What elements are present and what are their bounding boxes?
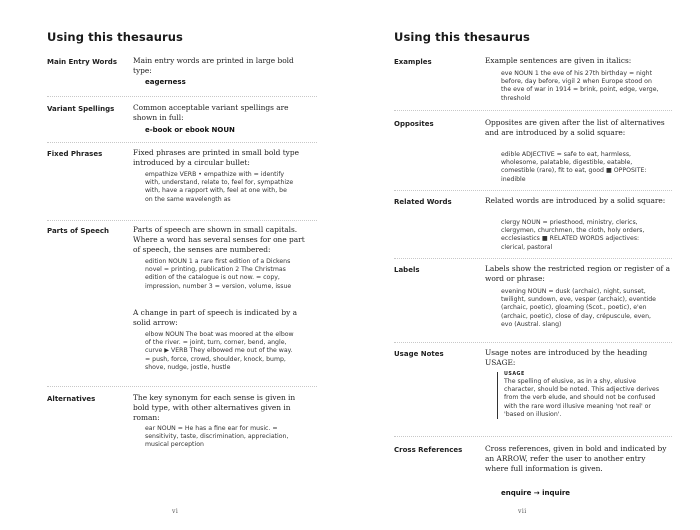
section-description: Cross references, given in bold and indicated by an ARROW, refer the user to another entry where full information is given.	[485, 444, 667, 474]
divider	[47, 142, 317, 143]
right-page	[350, 0, 700, 530]
divider	[394, 258, 672, 259]
section-label-related-words: Related Words	[394, 198, 452, 206]
page-number: vii	[518, 508, 527, 515]
section-description: A change in part of speech is indicated by a solid arrow:	[133, 308, 298, 328]
section-label-cross-references: Cross References	[394, 446, 463, 454]
section-example: eagerness	[145, 78, 186, 86]
section-example: enquire → inquire	[501, 489, 571, 497]
section-example: clergy NOUN = priesthood, ministry, clerics, clergymen, churchmen, the cloth, holy orders, ecclesiastics ■ RELATED WORDS adjectives: clerical, pastoral	[501, 219, 645, 251]
section-example: elbow NOUN The boat was moored at the elbow of the river. = joint, turn, corner, bend, angle, curve ▶ VERB They elbowed me out of the way. = push, force, crowd, shoulder, knock, bump, shove, nudge, jostle, hustle	[145, 331, 294, 371]
section-example: e-book or ebook NOUN	[145, 126, 235, 134]
section-example: empathize VERB • empathize with = identify with, understand, relate to, feel for, sympathize with, have a rapport with, feel at one with, be on the same wavelength as	[145, 171, 294, 203]
section-label-main-entry-words: Main Entry Words	[47, 58, 117, 66]
section-description: Parts of speech are shown in small capitals. Where a word has several senses for one part of speech, the senses are numbered:	[133, 225, 305, 255]
section-example: edition NOUN 1 a rare first edition of a Dickens novel = printing, publication 2 The Christmas edition of the catalogue is out now. = copy, impression, number 3 = version, volume, issue	[145, 258, 292, 290]
section-label-usage-notes: Usage Notes	[394, 350, 444, 358]
section-description: Common acceptable variant spellings are shown in full:	[133, 103, 289, 123]
section-description: Main entry words are printed in large bold type:	[133, 56, 294, 76]
usage-heading: USAGE	[504, 372, 525, 377]
section-description: Opposites are given after the list of alternatives and are introduced by a solid square:	[485, 118, 665, 138]
section-label-labels: Labels	[394, 266, 420, 274]
section-description: The key synonym for each sense is given in bold type, with other alternatives given in roman:	[133, 393, 296, 423]
section-description: Labels show the restricted region or register of a word or phrase:	[485, 264, 671, 284]
section-example: eve NOUN 1 the eve of his 27th birthday = night before, day before, vigil 2 when Europe stood on the eve of war in 1914 = brink, point, edge, verge, threshold	[501, 70, 659, 102]
divider	[394, 342, 672, 343]
section-description: Usage notes are introduced by the heading USAGE:	[485, 348, 648, 368]
section-description: Related words are introduced by a solid square:	[485, 196, 666, 205]
section-label-alternatives: Alternatives	[47, 395, 96, 403]
section-label-examples: Examples	[394, 58, 432, 66]
divider	[47, 386, 317, 387]
section-description: Fixed phrases are printed in small bold type introduced by a circular bullet:	[133, 148, 299, 168]
section-description: Example sentences are given in italics:	[485, 56, 632, 65]
divider	[47, 220, 317, 221]
page-number: vi	[172, 508, 179, 515]
page-title: Using this thesaurus	[394, 30, 531, 44]
section-label-opposites: Opposites	[394, 120, 434, 128]
page-title: Using this thesaurus	[47, 30, 184, 44]
section-example: ear NOUN = He has a fine ear for music. = sensitivity, taste, discrimination, appreciation, musical perception	[145, 425, 289, 449]
section-label-fixed-phrases: Fixed Phrases	[47, 150, 103, 158]
divider	[47, 96, 317, 97]
divider	[394, 110, 672, 111]
usage-text: The spelling of elusive, as in a shy, elusive character, should be noted. This adjective derives from the verb elude, and should not be confused with the rare word illusive meaning 'not real' or 'based on illusion'.	[504, 378, 660, 418]
section-label-variant-spellings: Variant Spellings	[47, 105, 115, 113]
usage-note-box	[497, 372, 662, 419]
section-example: edible ADJECTIVE = safe to eat, harmless, wholesome, palatable, digestible, eatable, comestible (rare), fit to eat, good ■ OPPOSITE: inedible	[501, 151, 647, 183]
divider	[394, 436, 672, 437]
divider	[394, 190, 672, 191]
section-label-parts-of-speech: Parts of Speech	[47, 227, 110, 235]
section-example: evening NOUN = dusk (archaic), night, sunset, twilight, sundown, eve, vesper (archaic), eventide (archaic, poetic), gloaming (Scot., poetic), e'en (archaic, poetic), close of day, crépuscule, even, evo (Austral. slang)	[501, 288, 656, 328]
